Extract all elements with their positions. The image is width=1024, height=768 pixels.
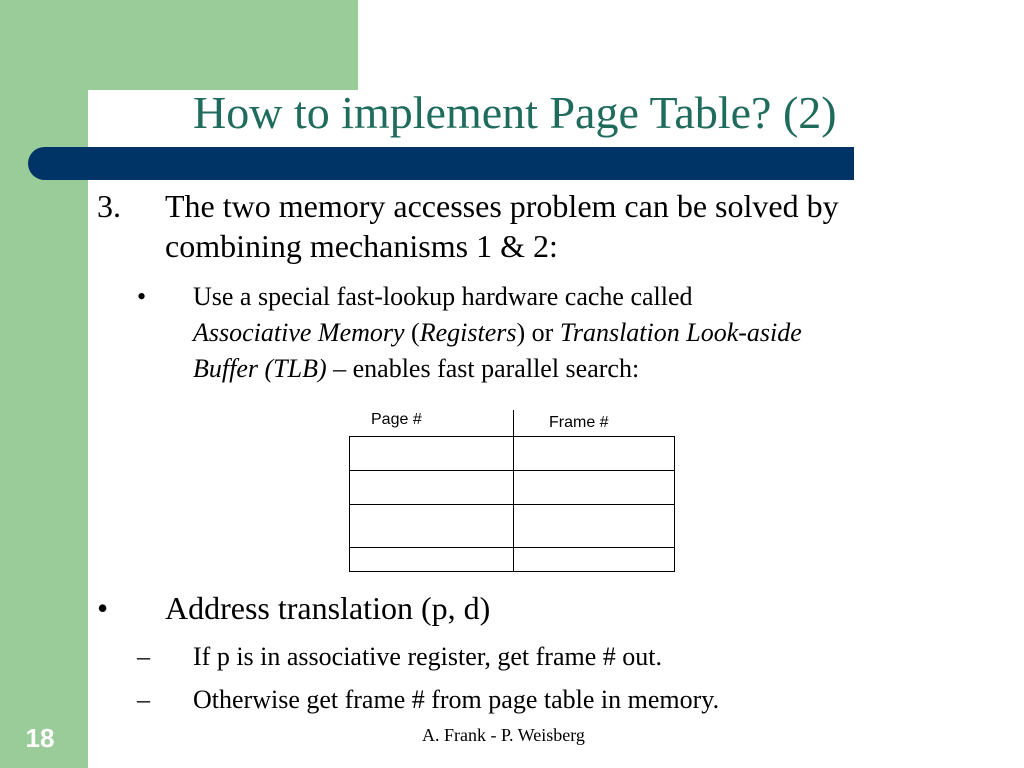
bullet1-line1: Use a special fast-lookup hardware cache called — [193, 282, 693, 311]
item3-line2: combining mechanisms 1 & 2: — [165, 228, 558, 264]
bullet1-line3: Buffer (TLB) – enables fast parallel search: — [193, 354, 640, 383]
slide-number: 18 — [25, 723, 55, 753]
bullet-marker: • — [97, 590, 109, 626]
left-sidebar-band — [0, 0, 88, 768]
title-underline-bar — [28, 147, 854, 180]
item3-line1: The two memory accesses problem can be solved by — [165, 188, 839, 224]
tlb-row-divider — [349, 504, 675, 505]
sub-item-1: If p is in associative register, get frame # out. — [193, 642, 662, 671]
bullet-marker: • — [137, 282, 147, 311]
tlb-term-part1: Translation Look-aside — [559, 318, 802, 347]
rounded-corner — [88, 90, 148, 150]
top-green-band — [0, 0, 358, 90]
tlb-row-divider — [349, 547, 675, 548]
slide-title: How to implement Page Table? (2) — [193, 87, 837, 138]
tlb-row-divider — [349, 470, 675, 471]
table-header-frame: Frame # — [549, 414, 609, 431]
tlb-term-part2: Buffer (TLB) — [193, 354, 327, 383]
dash-marker: – — [137, 642, 150, 671]
registers-term: Registers — [419, 318, 517, 347]
address-translation-text: Address translation (p, d) — [165, 590, 491, 626]
assoc-memory-term: Associative Memory — [193, 318, 405, 347]
footer-authors: A. Frank - P. Weisberg — [422, 725, 585, 745]
bullet1-line2: Associative Memory (Registers) or Translation Look-aside — [193, 318, 802, 347]
sub-item-2: Otherwise get frame # from page table in memory. — [193, 685, 720, 714]
item-number: 3. — [97, 188, 121, 224]
dash-marker: – — [137, 685, 150, 714]
table-header-page: Page # — [371, 411, 422, 428]
